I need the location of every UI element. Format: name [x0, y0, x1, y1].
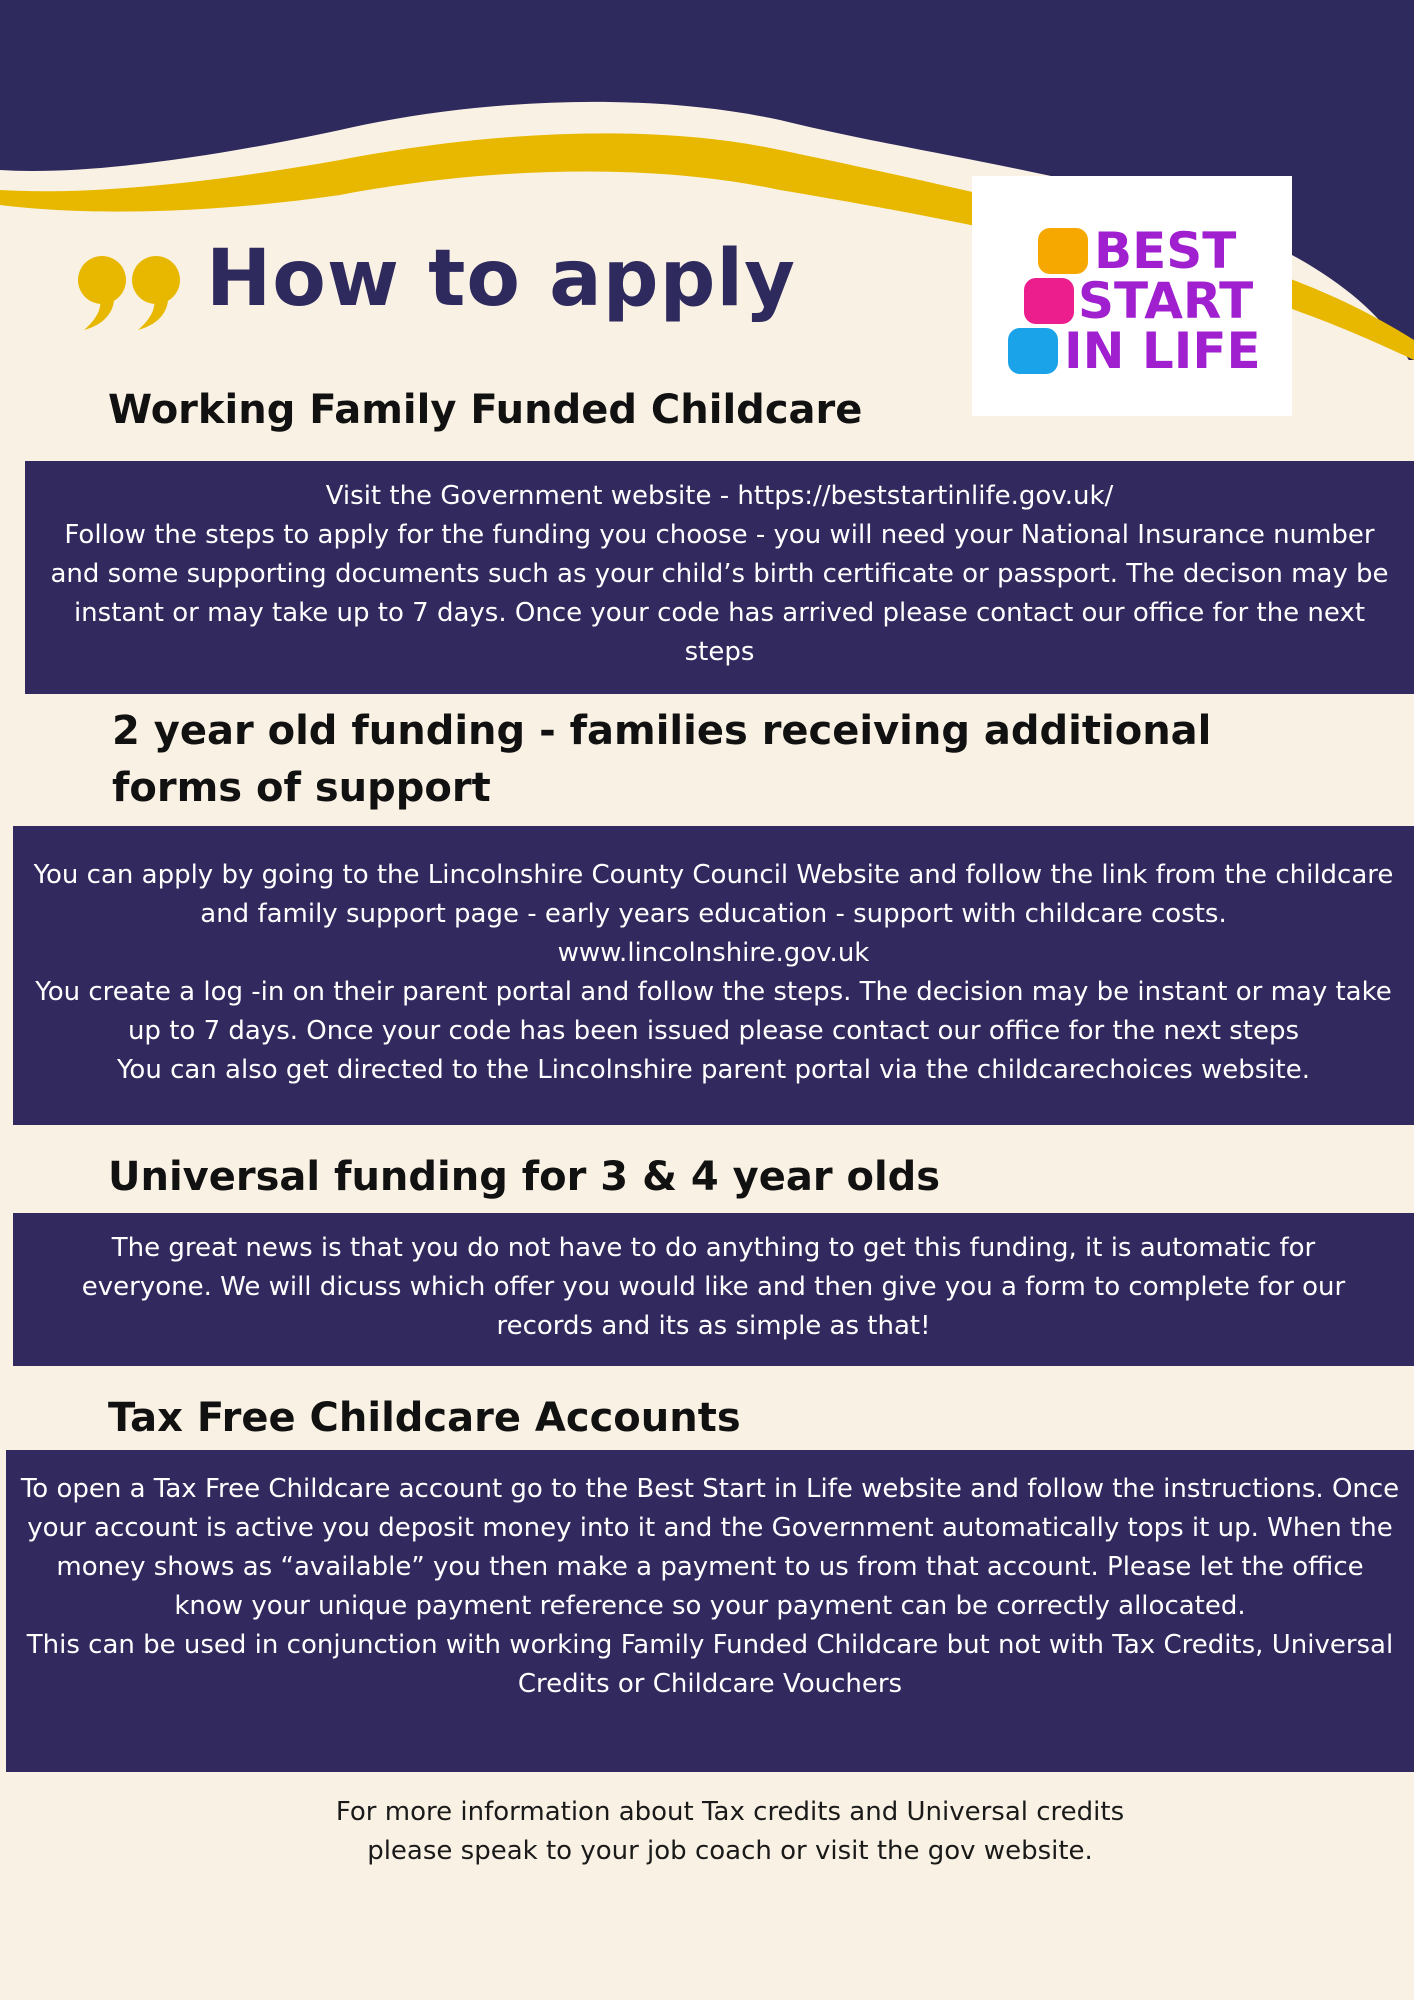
quote-mark-icon [76, 252, 186, 332]
section-title-tax-free-childcare: Tax Free Childcare Accounts [108, 1395, 741, 1441]
info-panel-working-family [25, 461, 1414, 694]
section-title-universal-funding: Universal funding for 3 & 4 year olds [108, 1154, 941, 1200]
info-panel-tax-free-childcare [6, 1450, 1414, 1772]
info-panel-universal-funding [13, 1213, 1414, 1366]
section-body-tax-free-childcare: To open a Tax Free Childcare account go to the Best Start in Life website and follow the instructions. Once your account is active you deposit money into it and the Government automatically tops it up. When the money shows as “available” you then make a payment to us from that account. Please let the office know your unique payment reference so your payment can be correctly allocated. This can be used in conjunction with working Family Funded Childcare but not with Tax Credits, Universal Credits or Childcare Vouchers [20, 1474, 1400, 1699]
footer-note: For more information about Tax credits and Universal credits please speak to your job coach or visit the gov website. [335, 1797, 1125, 1866]
svg-text:BEST: BEST [1094, 222, 1237, 280]
best-start-in-life-logo [972, 176, 1292, 416]
section-title-two-year-old: 2 year old funding - families receiving additional forms of support [112, 708, 1212, 811]
svg-text:START: START [1078, 272, 1254, 330]
section-title-working-family: Working Family Funded Childcare [108, 387, 863, 433]
svg-text:IN LIFE: IN LIFE [1064, 322, 1261, 380]
info-panel-two-year-old [13, 826, 1414, 1125]
section-body-working-family: Visit the Government website - https://beststartinlife.gov.uk/ Follow the steps to apply for the funding you choose - you will need your National Insurance number and some supporting documents such as your child’s birth certificate or passport. The decison may be instant or may take up to 7 days. Once your code has arrived please contact our office for the next steps [50, 481, 1389, 667]
page-title: How to apply [206, 234, 796, 324]
section-body-universal-funding: The great news is that you do not have to do anything to get this funding, it is automatic for everyone. We will dicuss which offer you would like and then give you a form to complete for our records and its as simple as that! [81, 1233, 1346, 1341]
section-body-two-year-old: You can apply by going to the Lincolnshire County Council Website and follow the link from the childcare and family support page - early years education - support with childcare costs. www.lincolnshire.gov.uk You create a log -in on their parent portal and follow the steps. The decision may be instant or may take up to 7 days. Once your code has been issued please contact our office for the next steps You can also get directed to the Lincolnshire parent portal via the childcarechoices website. [33, 860, 1394, 1085]
